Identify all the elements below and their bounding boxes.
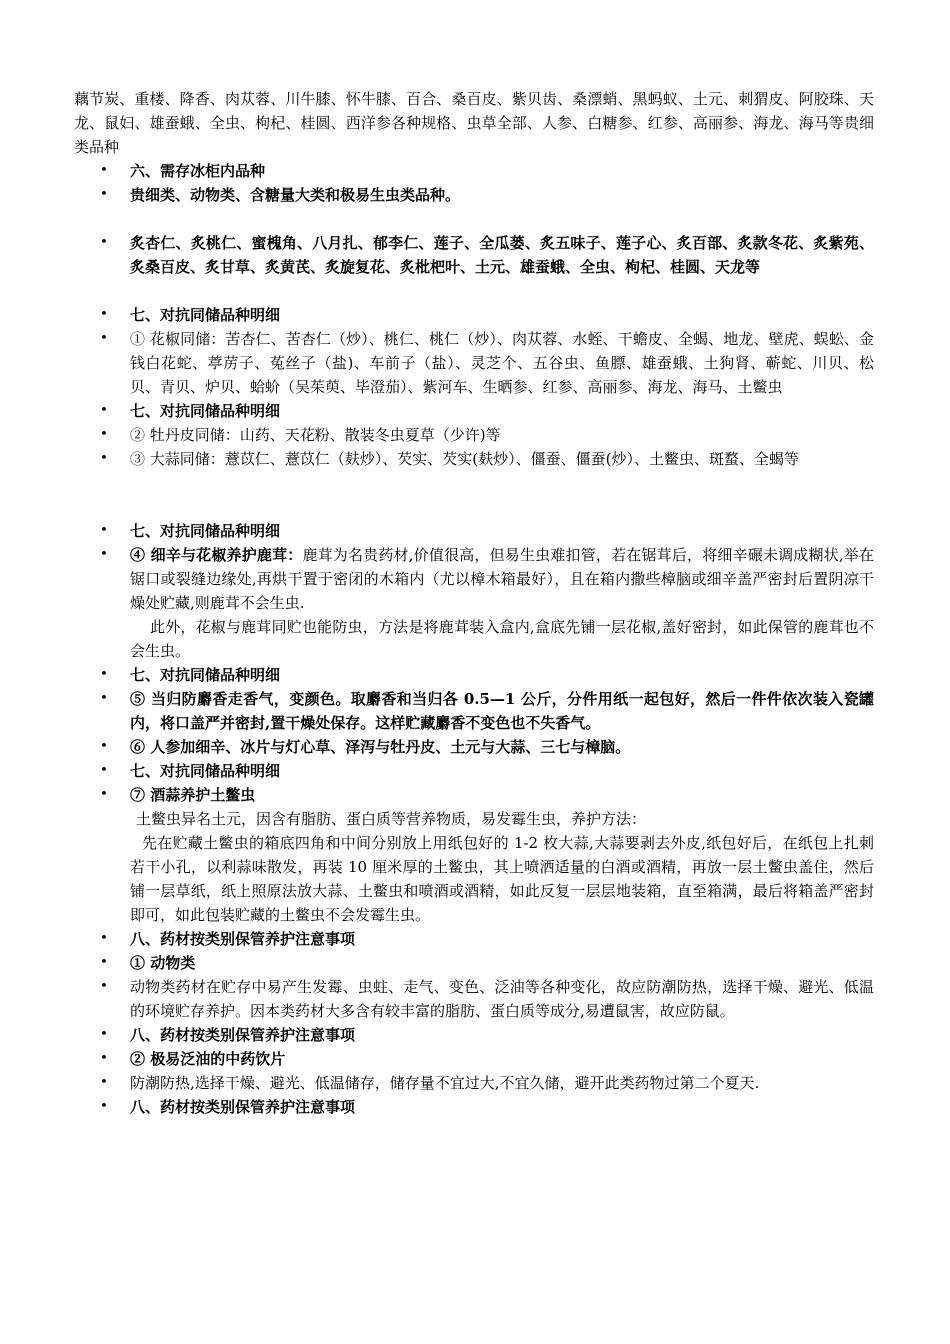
bullet-icon: •	[100, 1075, 108, 1090]
document-page	[74, 87, 874, 1119]
bullet-icon: •	[100, 331, 108, 346]
list-item: • ① 动物类	[74, 951, 874, 975]
list-item: • ⑥ 人参加细辛、冰片与灯心草、泽泻与牡丹皮、土元与大蒜、三七与樟脑。	[74, 735, 874, 759]
bullet-icon: •	[100, 523, 108, 538]
bullet-list	[74, 159, 874, 1119]
spacer	[74, 471, 874, 519]
list-item: • ⑦ 酒蒜养护土鳖虫 土鳖虫异名土元，因含有脂肪、蛋白质等营养物质，易发霉生虫，养护方法： 先在贮藏土鳖虫的箱底四角和中间分别放上用纸包好的 1-2 枚大蒜,大蒜要剥去外皮,纸包好后，在纸包上扎刺若干小孔，以利蒜味散发，再装 10 厘米厚的土鳖虫，其上喷洒适量的白酒或酒精，再放一层土鳖虫盖住，然后铺一层草纸，纸上照原法放大蒜、土鳖虫和喷酒或酒精，如此反复一层层地装箱，直至箱满，最后将箱盖严密封即可，如此包装贮藏的土鳖虫不会发霉生虫。	[74, 783, 874, 927]
spacer	[74, 207, 874, 231]
bullet-icon: •	[100, 931, 108, 946]
bullet-icon: •	[100, 739, 108, 754]
list-item: • 贵细类、动物类、含糖量大类和极易生虫类品种。	[74, 183, 874, 207]
bullet-icon: •	[100, 1027, 108, 1042]
section-heading: • 七、对抗同储品种明细	[74, 759, 874, 783]
bullet-icon: •	[100, 1051, 108, 1066]
section-heading: • 八、药材按类别保管养护注意事项	[74, 1023, 874, 1047]
list-item: • 动物类药材在贮存中易产生发霉、虫蛀、走气、变色、泛油等各种变化，故应防潮防热，选择干燥、避光、低温的环境贮存养护。因本类药材大多含有较丰富的脂肪、蛋白质等成分,易遭鼠害，故应防鼠。	[74, 975, 874, 1023]
section-heading: • 七、对抗同储品种明细	[74, 303, 874, 327]
bullet-icon: •	[100, 451, 108, 466]
bullet-icon: •	[100, 979, 108, 994]
bullet-icon: •	[100, 955, 108, 970]
bullet-icon: •	[100, 691, 108, 706]
section-heading: • 八、药材按类别保管养护注意事项	[74, 927, 874, 951]
bullet-icon: •	[100, 547, 108, 562]
list-item: • 炙杏仁、炙桃仁、蜜槐角、八月扎、郁李仁、莲子、全瓜蒌、炙五味子、莲子心、炙百部、炙款冬花、炙紫苑、炙桑百皮、炙甘草、炙黄芪、炙旋复花、炙枇杷叶、土元、雄蚕蛾、全虫、枸杞、桂圆、天龙等	[74, 231, 874, 279]
list-item: • ③ 大蒜同储：薏苡仁、薏苡仁（麸炒）、芡实、芡实(麸炒）、僵蚕、僵蚕(炒）、土鳖虫、斑蝥、全蝎等	[74, 447, 874, 471]
list-item: • ① 花椒同储：苦杏仁、苦杏仁（炒）、桃仁、桃仁（炒）、肉苁蓉、水蛭、干蟾皮、全蝎、地龙、壁虎、蜈蚣、金钱白花蛇、葶苈子、菟丝子（盐)、车前子（盐）、灵芝个、五谷虫、鱼膘、雄蚕蛾、土狗肾、蕲蛇、川贝、松贝、青贝、炉贝、蛤蚧（吴茱萸、毕澄茄）、紫河车、生晒参、红参、高丽参、海龙、海马、土鳖虫	[74, 327, 874, 399]
bullet-icon: •	[100, 427, 108, 442]
bullet-icon: •	[100, 667, 108, 682]
bullet-icon: •	[100, 1099, 108, 1114]
bullet-icon: •	[100, 187, 108, 202]
bullet-icon: •	[100, 403, 108, 418]
list-item: • ④ 细辛与花椒养护鹿茸：鹿茸为名贵药材,价值很高，但易生虫难扣管，若在锯茸后，将细辛碾未调成糊状,举在锯口或裂缝边缘处,再烘干置于密闭的木箱内（尤以樟木箱最好），且在箱内撒些樟脑或细辛盖严密封后置阴凉干燥处贮藏,则鹿茸不会生虫. 此外，花椒与鹿茸同贮也能防虫，方法是将鹿茸装入盒内,盒底先铺一层花椒,盖好密封，如此保管的鹿茸也不会生虫。	[74, 543, 874, 663]
section-heading: • 六、需存冰柜内品种	[74, 159, 874, 183]
list-item: • ② 牡丹皮同储：山药、天花粉、散装冬虫夏草（少许)等	[74, 423, 874, 447]
section-heading: • 七、对抗同储品种明细	[74, 663, 874, 687]
section-heading: • 八、药材按类别保管养护注意事项	[74, 1095, 874, 1119]
list-item: • ⑤ 当归防麝香走香气，变颜色。取麝香和当归各 0.5—1 公斤，分件用纸一起包好，然后一件件依次装入瓷罐内，将口盖严并密封,置干燥处保存。这样贮藏麝香不变色也不失香气。	[74, 687, 874, 735]
bullet-icon: •	[100, 235, 108, 250]
section-heading: • 七、对抗同储品种明细	[74, 399, 874, 423]
list-item: • 防潮防热,选择干燥、避光、低温储存，储存量不宜过大,不宜久储，避开此类药物过第二个夏天.	[74, 1071, 874, 1095]
bullet-icon: •	[100, 307, 108, 322]
bullet-icon: •	[100, 163, 108, 178]
bullet-icon: •	[100, 763, 108, 778]
spacer	[74, 279, 874, 303]
bullet-icon: •	[100, 787, 108, 802]
list-item: • ② 极易泛油的中药饮片	[74, 1047, 874, 1071]
section-heading: • 七、对抗同储品种明细	[74, 519, 874, 543]
intro-paragraph: 藕节炭、重楼、降香、肉苁蓉、川牛膝、怀牛膝、百合、桑百皮、紫贝齿、桑漂蛸、黑蚂蚁、土元、刺猬皮、阿胶珠、天龙、鼠妇、雄蚕蛾、全虫、枸杞、桂圆、西洋参各种规格、虫草全部、人参、白糖参、红参、高丽参、海龙、海马等贵细类品种	[74, 90, 874, 156]
